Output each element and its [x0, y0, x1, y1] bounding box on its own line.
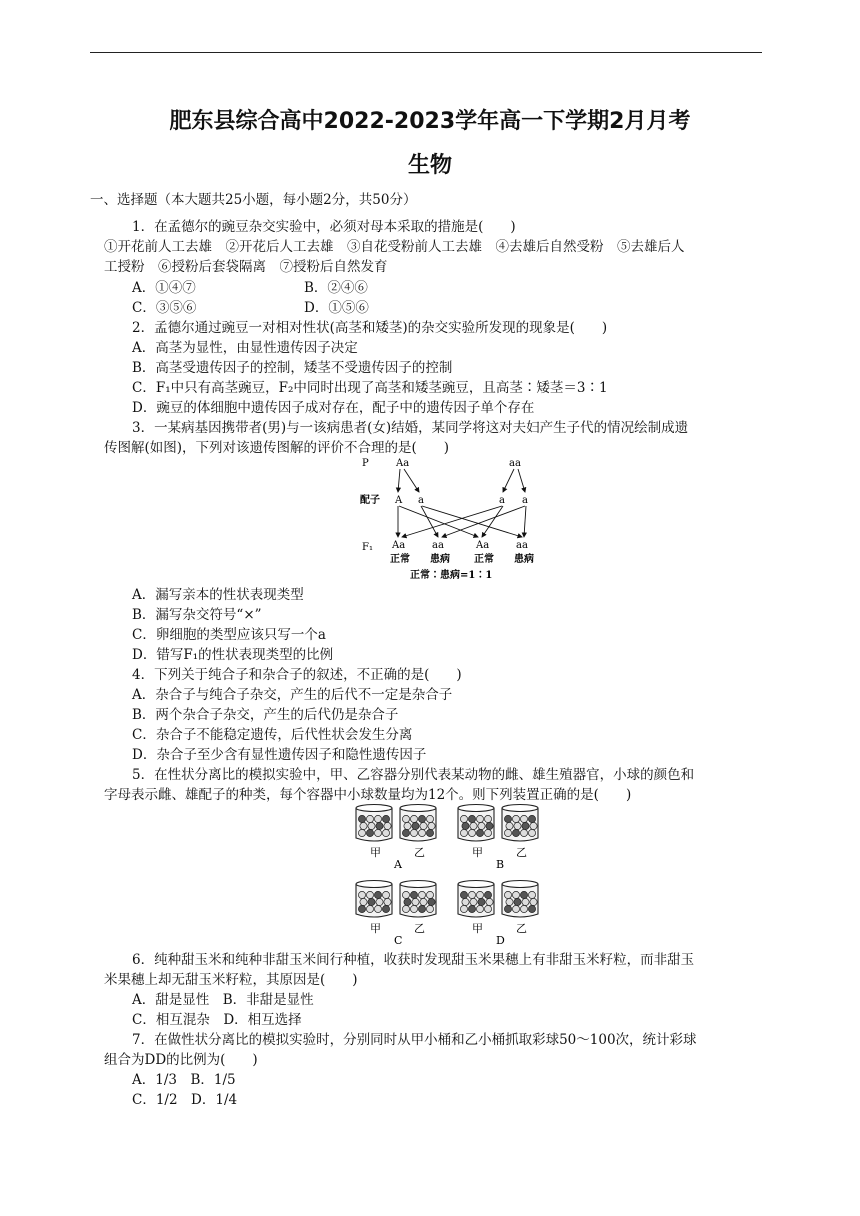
q3-option-c: C．卵细胞的类型应该只写一个a: [132, 627, 326, 643]
jar-options-figure: [350, 800, 550, 948]
q6-options-cd: C．相互混杂 D．相互选择: [132, 1012, 302, 1028]
jar-label: 甲: [370, 922, 381, 935]
offspring-3: Aa: [476, 540, 490, 551]
jar-8: [502, 881, 538, 918]
header-rule: [90, 52, 762, 53]
q2-option-c: C．F₁中只有高茎豌豆，F₂中同时出现了高茎和矮茎豌豆，且高茎∶矮茎＝3∶1: [132, 380, 608, 396]
jar-5: [356, 881, 392, 918]
jar-label: 乙: [414, 922, 425, 935]
q2-option-b: B．高茎受遗传因子的控制，矮茎不受遗传因子的控制: [132, 360, 453, 376]
q7-stem-line1: 7．在做性状分离比的模拟实验时，分别同时从甲小桶和乙小桶抓取彩球50～100次，统计彩球: [132, 1032, 697, 1048]
q3-option-d: D．错写F₁的性状表现类型的比例: [132, 647, 334, 663]
q2-stem: 2．孟德尔通过豌豆一对相对性状(高茎和矮茎)的杂交实验所发现的现象是( ): [132, 320, 608, 336]
father-genotype: Aa: [396, 458, 410, 469]
jar-label: 乙: [516, 922, 527, 935]
q6-options-ab: A．甜是显性 B．非甜是显性: [132, 992, 314, 1008]
q2-option-a: A．高茎为显性，由显性遗传因子决定: [132, 340, 358, 356]
q1-stem: 1．在孟德尔的豌豆杂交实验中，必须对母本采取的措施是( ): [132, 219, 516, 235]
q1-option-a: A．①④⑦: [132, 280, 196, 296]
q7-stem-line2: 组合为DD的比例为( ): [104, 1052, 258, 1068]
q4-stem: 4．下列关于纯合子和杂合子的叙述，不正确的是( ): [132, 667, 462, 683]
q6-stem-line1: 6．纯种甜玉米和纯种非甜玉米间行种植，收获时发现甜玉米果穗上有非甜玉米籽粒，而非甜玉: [132, 952, 695, 968]
q7-options-cd: C．1/2 D．1/4: [132, 1092, 238, 1108]
gamete-label: 配子: [360, 495, 380, 506]
phenotype-2: 患病: [430, 554, 450, 565]
gamete-3: a: [499, 495, 505, 506]
jar-4: [502, 805, 538, 842]
section-heading: 一、选择题（本大题共25小题，每小题2分，共50分）: [90, 192, 417, 208]
q1-option-d: D．①⑤⑥: [304, 300, 369, 316]
offspring-1: Aa: [392, 540, 406, 551]
genetic-cross-diagram: [340, 454, 552, 586]
jar-label: 乙: [516, 846, 527, 859]
offspring-4: aa: [516, 540, 528, 551]
q2-option-d: D．豌豆的体细胞中遗传因子成对存在，配子中的遗传因子单个存在: [132, 400, 535, 416]
q4-option-c: C．杂合子不能稳定遗传，后代性状会发生分离: [132, 727, 413, 743]
phenotype-1: 正常: [390, 554, 410, 565]
jar-7: [458, 881, 494, 918]
jar-label: 甲: [370, 846, 381, 859]
jar-6: [400, 881, 436, 918]
ratio-label: 正常∶患病=1∶1: [410, 570, 493, 581]
q4-option-b: B．两个杂合子杂交，产生的后代仍是杂合子: [132, 707, 399, 723]
q5-stem-line1: 5．在性状分离比的模拟实验中，甲、乙容器分别代表某动物的雌、雄生殖器官，小球的颜色和: [132, 767, 695, 783]
gamete-4: a: [522, 495, 528, 506]
parent-label: P: [362, 458, 369, 469]
phenotype-3: 正常: [474, 554, 494, 565]
jar-label: 甲: [472, 846, 483, 859]
q6-stem-line2: 米果穗上却无甜玉米籽粒，其原因是( ): [104, 972, 358, 988]
phenotype-4: 患病: [514, 554, 534, 565]
q5-stem-line2: 字母表示雌、雄配子的种类，每个容器中小球数量均为12个。则下列装置正确的是( ): [104, 787, 632, 803]
q4-option-a: A．杂合子与纯合子杂交，产生的后代不一定是杂合子: [132, 687, 453, 703]
q7-options-ab: A．1/3 B．1/5: [132, 1072, 236, 1088]
option-label-c: C: [394, 934, 403, 947]
jar-label: 甲: [472, 922, 483, 935]
q4-option-d: D．杂合子至少含有显性遗传因子和隐性遗传因子: [132, 747, 427, 763]
exam-title: 肥东县综合高中2022-2023学年高一下学期2月月考: [169, 109, 691, 134]
gamete-1: A: [395, 495, 403, 506]
mother-genotype: aa: [509, 458, 521, 469]
q1-option-b: B．②④⑥: [304, 280, 368, 296]
q3-option-b: B．漏写杂交符号“×”: [132, 607, 262, 623]
q1-option-c: C．③⑤⑥: [132, 300, 197, 316]
q3-stem-line1: 3．一某病基因携带者(男)与一该病患者(女)结婚，某同学将这对夫妇产生子代的情况绘制成遗: [132, 420, 689, 436]
gamete-2: a: [418, 495, 424, 506]
f1-label: F₁: [362, 542, 373, 553]
jar-label: 乙: [414, 846, 425, 859]
q3-stem-line2: 传图解(如图)，下列对该遗传图解的评价不合理的是( ): [104, 440, 450, 456]
offspring-2: aa: [432, 540, 444, 551]
option-label-b: B: [496, 858, 505, 871]
q1-list-line2: 工授粉 ⑥授粉后套袋隔离 ⑦授粉后自然发育: [104, 259, 388, 275]
jar-1: [356, 805, 392, 842]
jar-2: [400, 805, 436, 842]
q3-option-a: A．漏写亲本的性状表现类型: [132, 587, 304, 603]
jar-3: [458, 805, 494, 842]
option-label-a: A: [394, 858, 402, 871]
subject-title: 生物: [407, 153, 452, 178]
q1-list-line1: ①开花前人工去雄 ②开花后人工去雄 ③自花受粉前人工去雄 ④去雄后自然受粉 ⑤去雄后人: [104, 239, 685, 255]
option-label-d: D: [496, 934, 505, 947]
